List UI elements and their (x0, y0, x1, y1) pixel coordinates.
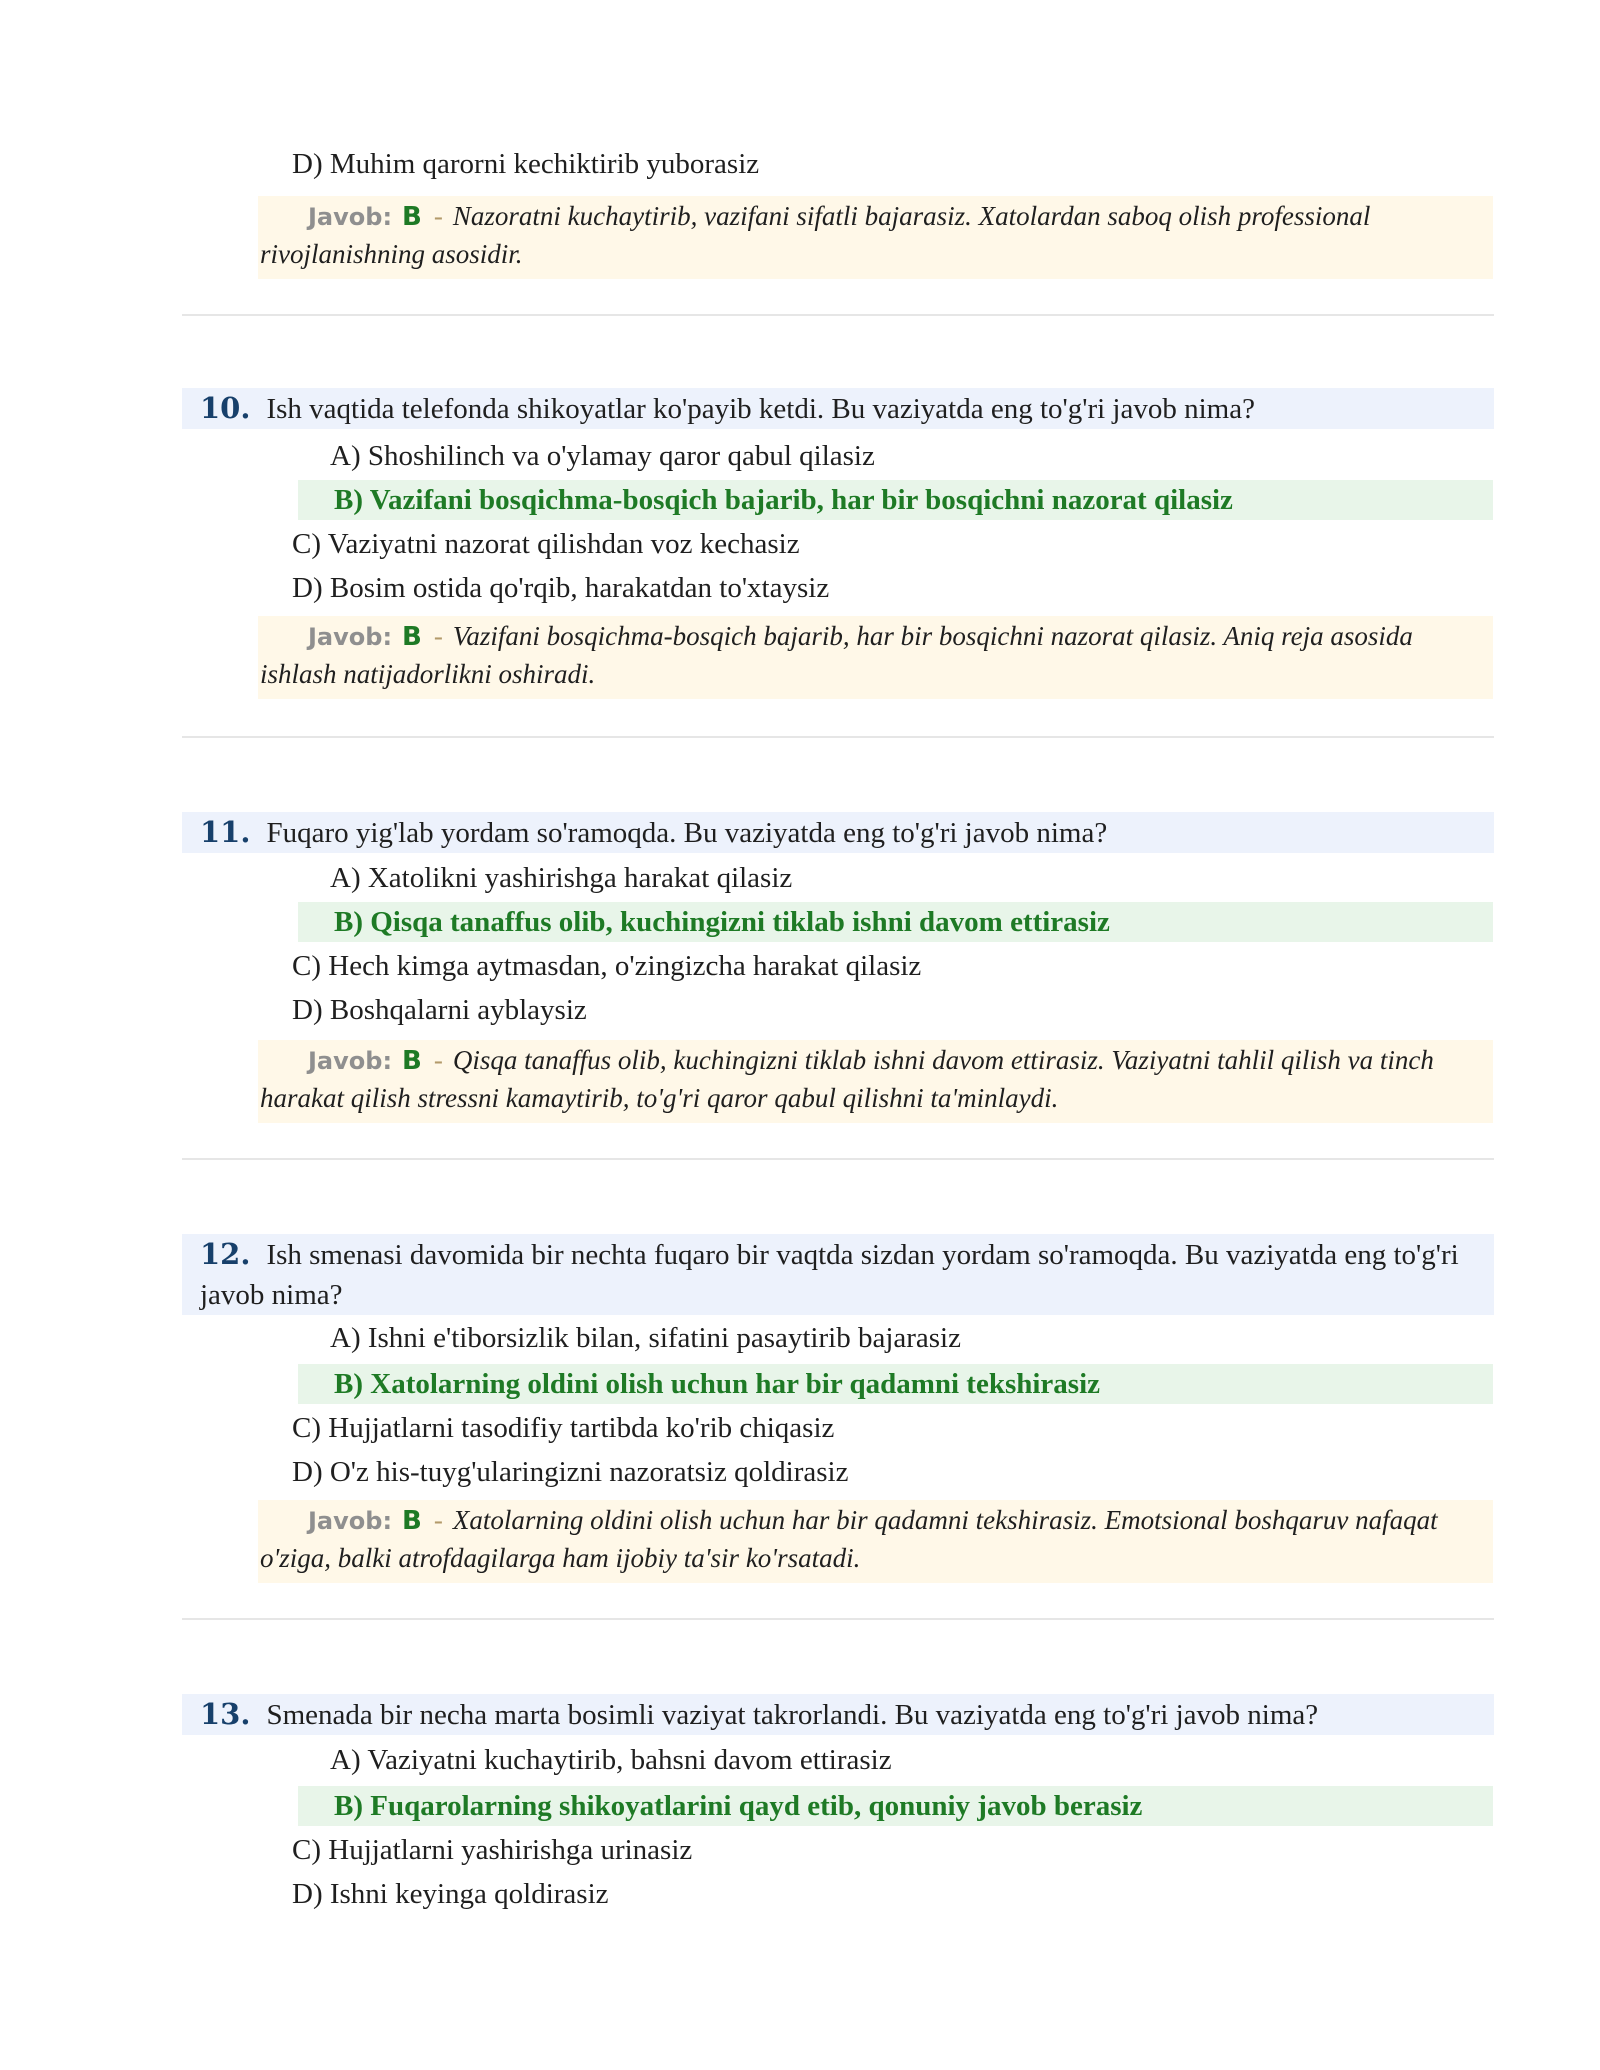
answer-box-q10 (258, 616, 1493, 699)
option-label: B) (334, 1790, 363, 1822)
option-label: B) (334, 906, 363, 938)
option-text: Fuqarolarning shikoyatlarini qayd etib, qonuniy javob berasiz (370, 1790, 1143, 1822)
answer-letter: B (402, 622, 422, 652)
answer-key: Javob: (308, 1047, 393, 1075)
option-b-correct (298, 1786, 1493, 1826)
option-text: Hujjatlarni yashirishga urinasiz (328, 1834, 693, 1866)
answer-box-q12 (258, 1500, 1493, 1583)
option-label: D) (292, 148, 323, 180)
option-text: Muhim qarorni kechiktirib yuborasiz (329, 148, 760, 180)
answer-letter: B (402, 1506, 422, 1536)
option-c (292, 524, 800, 564)
option-c (292, 1830, 692, 1870)
option-text: Ishni keyinga qoldirasiz (329, 1878, 609, 1910)
option-a (330, 1740, 892, 1780)
divider (182, 1618, 1494, 1620)
answer-key: Javob: (308, 203, 393, 231)
option-c (292, 1408, 834, 1448)
option-text: Vaziyatni kuchaytirib, bahsni davom ettirasiz (367, 1744, 892, 1776)
question-number: 12. (200, 1237, 251, 1271)
option-d (292, 1874, 609, 1914)
divider (182, 1158, 1494, 1160)
question-number: 11. (200, 815, 251, 849)
option-a (330, 858, 792, 898)
option-label: A) (330, 1744, 361, 1776)
answer-letter: B (402, 202, 422, 232)
option-text: Hujjatlarni tasodifiy tartibda ko'rib chiqasiz (328, 1412, 835, 1444)
option-d (292, 1452, 848, 1492)
answer-explanation: Vazifani bosqichma-bosqich bajarib, har bir bosqichni nazorat qilasiz. Aniq reja asosida ishlash natijadorlikni oshiradi. (260, 621, 1413, 689)
option-text: Vaziyatni nazorat qilishdan voz kechasiz (327, 528, 800, 560)
question-text: Ish smenasi davomida bir nechta fuqaro bir vaqtda sizdan yordam so'ramoqda. Bu vaziyatda eng to'g'ri javob nima? (200, 1239, 1459, 1311)
option-text: Xatolarning oldini olish uchun har bir qadamni tekshirasiz (370, 1368, 1101, 1400)
question-text: Fuqaro yig'lab yordam so'ramoqda. Bu vaziyatda eng to'g'ri javob nima? (266, 817, 1108, 849)
answer-dash: - (433, 1505, 443, 1535)
question-text: Smenada bir necha marta bosimli vaziyat takrorlandi. Bu vaziyatda eng to'g'ri javob nima? (266, 1699, 1319, 1731)
option-text: Qisqa tanaffus olib, kuchingizni tiklab ishni davom ettirasiz (370, 906, 1110, 938)
option-label: C) (292, 1412, 321, 1444)
option-b-correct (298, 1364, 1493, 1404)
option-text: Shoshilinch va o'ylamay qaror qabul qilasiz (367, 440, 875, 472)
question-11 (182, 812, 1494, 853)
option-label: A) (330, 862, 361, 894)
option-label: B) (334, 484, 363, 516)
option-text: Boshqalarni ayblaysiz (329, 994, 587, 1026)
option-text: Vazifani bosqichma-bosqich bajarib, har bir bosqichni nazorat qilasiz (369, 484, 1233, 516)
answer-explanation: Nazoratni kuchaytirib, vazifani sifatli bajarasiz. Xatolardan saboq olish professional rivojlanishning asosidir. (260, 201, 1371, 269)
answer-key: Javob: (308, 623, 393, 651)
option-text: Xatolikni yashirishga harakat qilasiz (367, 862, 793, 894)
option-label: D) (292, 1456, 323, 1488)
answer-explanation: Qisqa tanaffus olib, kuchingizni tiklab ishni davom ettirasiz. Vaziyatni tahlil qilish va tinch harakat qilish stressni kamaytirib, to'g'ri qaror qabul qilishni ta'minlaydi. (260, 1045, 1434, 1113)
option-label: B) (334, 1368, 363, 1400)
option-a (330, 1318, 961, 1358)
answer-dash: - (433, 621, 443, 651)
option-label: C) (292, 1834, 321, 1866)
answer-key: Javob: (308, 1507, 393, 1535)
option-label: C) (292, 528, 321, 560)
option-label: D) (292, 994, 323, 1026)
option-label: D) (292, 1878, 323, 1910)
answer-explanation: Xatolarning oldini olish uchun har bir qadamni tekshirasiz. Emotsional boshqaruv nafaqat o'ziga, balki atrofdagilarga ham ijobiy ta'sir ko'rsatadi. (260, 1505, 1438, 1573)
option-label: A) (330, 1322, 361, 1354)
divider (182, 736, 1494, 738)
question-number: 10. (200, 391, 251, 425)
question-10 (182, 388, 1494, 429)
answer-dash: - (433, 1045, 443, 1075)
option-b-correct (298, 902, 1493, 942)
answer-box-q11 (258, 1040, 1493, 1123)
question-12 (182, 1234, 1494, 1315)
option-d (292, 568, 829, 608)
option-d (292, 990, 587, 1030)
option-b-correct (298, 480, 1493, 520)
divider (182, 314, 1494, 316)
answer-dash: - (433, 201, 443, 231)
question-text: Ish vaqtida telefonda shikoyatlar ko'payib ketdi. Bu vaziyatda eng to'g'ri javob nima? (266, 393, 1255, 425)
answer-letter: B (402, 1046, 422, 1076)
answer-box-q9 (258, 196, 1493, 279)
option-label: C) (292, 950, 321, 982)
option-text: O'z his-tuyg'ularingizni nazoratsiz qoldirasiz (329, 1456, 849, 1488)
question-number: 13. (200, 1697, 251, 1731)
option-text: Bosim ostida qo'rqib, harakatdan to'xtaysiz (329, 572, 830, 604)
option-label: D) (292, 572, 323, 604)
option-text: Ishni e'tiborsizlik bilan, sifatini pasaytirib bajarasiz (367, 1322, 961, 1354)
option-d-q9 (292, 144, 759, 184)
option-label: A) (330, 440, 361, 472)
option-a (330, 436, 875, 476)
option-text: Hech kimga aytmasdan, o'zingizcha harakat qilasiz (328, 950, 922, 982)
option-c (292, 946, 921, 986)
question-13 (182, 1694, 1494, 1735)
